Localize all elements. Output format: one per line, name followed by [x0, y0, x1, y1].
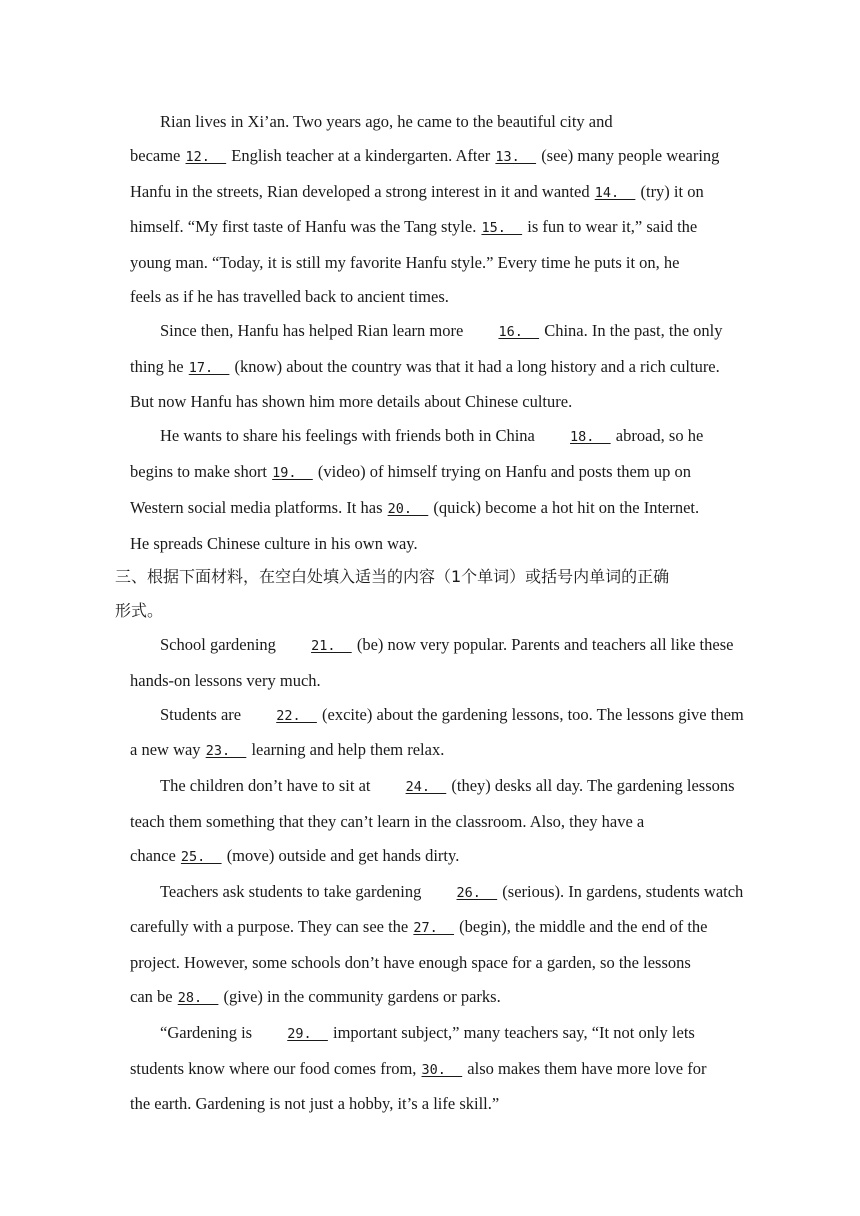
- text-line: hands-on lessons very much.: [130, 670, 321, 690]
- text-segment: (quick) become a hot hit on the Internet.: [429, 497, 700, 517]
- paragraph-school-gardening: [130, 628, 740, 698]
- blank-18[interactable]: 18.: [569, 429, 611, 446]
- text-segment: (give) in the community gardens or parks.: [219, 986, 501, 1006]
- paragraph-rian-intro: [130, 105, 740, 314]
- paragraph-children-desks: [130, 769, 740, 874]
- text-line: [130, 769, 740, 805]
- text-segment: begins to make short: [130, 461, 272, 481]
- text-segment: abroad, so he: [611, 426, 704, 446]
- text-segment: chance: [130, 845, 180, 865]
- text-line: [130, 419, 740, 455]
- blank-21[interactable]: 21.: [311, 637, 352, 654]
- text-segment: carefully with a purpose. They can see the: [130, 917, 413, 937]
- text-line: [130, 910, 740, 946]
- text-line: [130, 980, 740, 1016]
- text-segment: The children don’t have to sit at: [160, 776, 375, 796]
- paragraph-hanfu-learning: [130, 314, 740, 419]
- blank-29[interactable]: 29.: [287, 1025, 328, 1042]
- blank-19[interactable]: 19.: [272, 464, 313, 481]
- text-segment: School gardening: [160, 634, 281, 654]
- text-segment: students know where our food comes from,: [130, 1058, 421, 1078]
- paragraph-gardening-important: [130, 1016, 740, 1121]
- text-segment: also makes them have more love for: [463, 1058, 707, 1078]
- text-segment: Teachers ask students to take gardening: [160, 881, 426, 901]
- text-segment: became: [130, 145, 185, 165]
- blank-28[interactable]: 28.: [177, 989, 219, 1006]
- text-line: He spreads Chinese culture in his own way.: [130, 533, 418, 553]
- text-segment: a new way: [130, 740, 205, 760]
- text-line: project. However, some schools don’t have enough space for a garden, so the lessons: [130, 953, 691, 973]
- text-line: young man. “Today, it is still my favorite Hanfu style.” Every time he puts it on, he: [130, 253, 680, 273]
- paragraph-students-excited: [130, 698, 744, 770]
- text-segment: (excite) about the gardening lessons, too. The lessons give them: [317, 704, 744, 724]
- blank-26[interactable]: 26.: [456, 884, 498, 901]
- paragraph-teachers-ask: [130, 875, 744, 1016]
- blank-12[interactable]: 12.: [185, 148, 227, 165]
- text-segment: Since then, Hanfu has helped Rian learn more: [160, 320, 468, 340]
- blank-23[interactable]: 23.: [205, 743, 247, 760]
- text-segment: is fun to wear it,” said the: [523, 217, 698, 237]
- text-line: [130, 875, 744, 911]
- text-segment: Students are: [160, 704, 246, 724]
- text-line: [130, 733, 740, 769]
- text-segment: (video) of himself trying on Hanfu and posts them up on: [313, 461, 691, 481]
- text-segment: (try) it on: [636, 181, 704, 201]
- paragraph-sharing: [130, 419, 740, 560]
- text-line: [130, 350, 740, 386]
- text-segment: He wants to share his feelings with friends both in China: [160, 426, 539, 446]
- blank-15[interactable]: 15.: [481, 220, 523, 237]
- text-line: But now Hanfu has shown him more details about Chinese culture.: [130, 392, 573, 412]
- text-segment: can be: [130, 986, 177, 1006]
- text-line: Rian lives in Xi’an. Two years ago, he came to the beautiful city and: [160, 112, 613, 131]
- text-line: [130, 314, 740, 350]
- heading-line: 三、根据下面材料，在空白处填入适当的内容（1个单词）或括号内单词的正确: [115, 567, 670, 587]
- text-line: feels as if he has travelled back to ancient times.: [130, 286, 449, 306]
- text-line: [130, 210, 740, 246]
- text-line: [130, 628, 740, 664]
- text-line: [130, 1052, 740, 1088]
- text-line: the earth. Gardening is not just a hobby, it’s a life skill.”: [130, 1094, 500, 1114]
- blank-25[interactable]: 25.: [180, 848, 222, 865]
- text-segment: (be) now very popular. Parents and teachers all like these: [352, 634, 734, 654]
- text-line: [130, 491, 740, 527]
- text-line: [130, 698, 744, 734]
- blank-14[interactable]: 14.: [594, 184, 636, 201]
- text-segment: (they) desks all day. The gardening lessons: [447, 776, 735, 796]
- blank-24[interactable]: 24.: [405, 779, 447, 796]
- text-segment: (move) outside and get hands dirty.: [222, 845, 460, 865]
- text-segment: important subject,” many teachers say, “It not only lets: [328, 1022, 695, 1042]
- document-body: [115, 105, 744, 1121]
- heading-line: 形式。: [115, 601, 164, 621]
- text-segment: thing he: [130, 356, 188, 376]
- text-line: teach them something that they can’t learn in the classroom. Also, they have a: [130, 811, 645, 831]
- text-line: [130, 1016, 740, 1052]
- blank-17[interactable]: 17.: [188, 359, 230, 376]
- text-segment: (know) about the country was that it had a long history and a rich culture.: [230, 356, 720, 376]
- text-line: [130, 455, 740, 491]
- blank-22[interactable]: 22.: [276, 707, 317, 724]
- text-segment: (see) many people wearing: [537, 145, 720, 165]
- text-line: [130, 139, 740, 175]
- text-segment: Western social media platforms. It has: [130, 497, 387, 517]
- text-line: [130, 175, 740, 211]
- text-segment: “Gardening is: [160, 1022, 257, 1042]
- text-segment: English teacher at a kindergarten. After: [227, 145, 495, 165]
- text-segment: learning and help them relax.: [247, 740, 445, 760]
- section-heading: [115, 560, 740, 628]
- blank-27[interactable]: 27.: [413, 920, 455, 937]
- text-segment: China. In the past, the only: [540, 320, 723, 340]
- blank-30[interactable]: 30.: [421, 1061, 463, 1078]
- text-segment: (begin), the middle and the end of the: [455, 917, 708, 937]
- text-segment: himself. “My first taste of Hanfu was the Tang style.: [130, 217, 481, 237]
- text-segment: (serious). In gardens, students watch: [498, 881, 744, 901]
- blank-13[interactable]: 13.: [495, 148, 537, 165]
- text-segment: Hanfu in the streets, Rian developed a strong interest in it and wanted: [130, 181, 594, 201]
- blank-16[interactable]: 16.: [498, 323, 540, 340]
- text-line: [130, 839, 740, 875]
- blank-20[interactable]: 20.: [387, 500, 429, 517]
